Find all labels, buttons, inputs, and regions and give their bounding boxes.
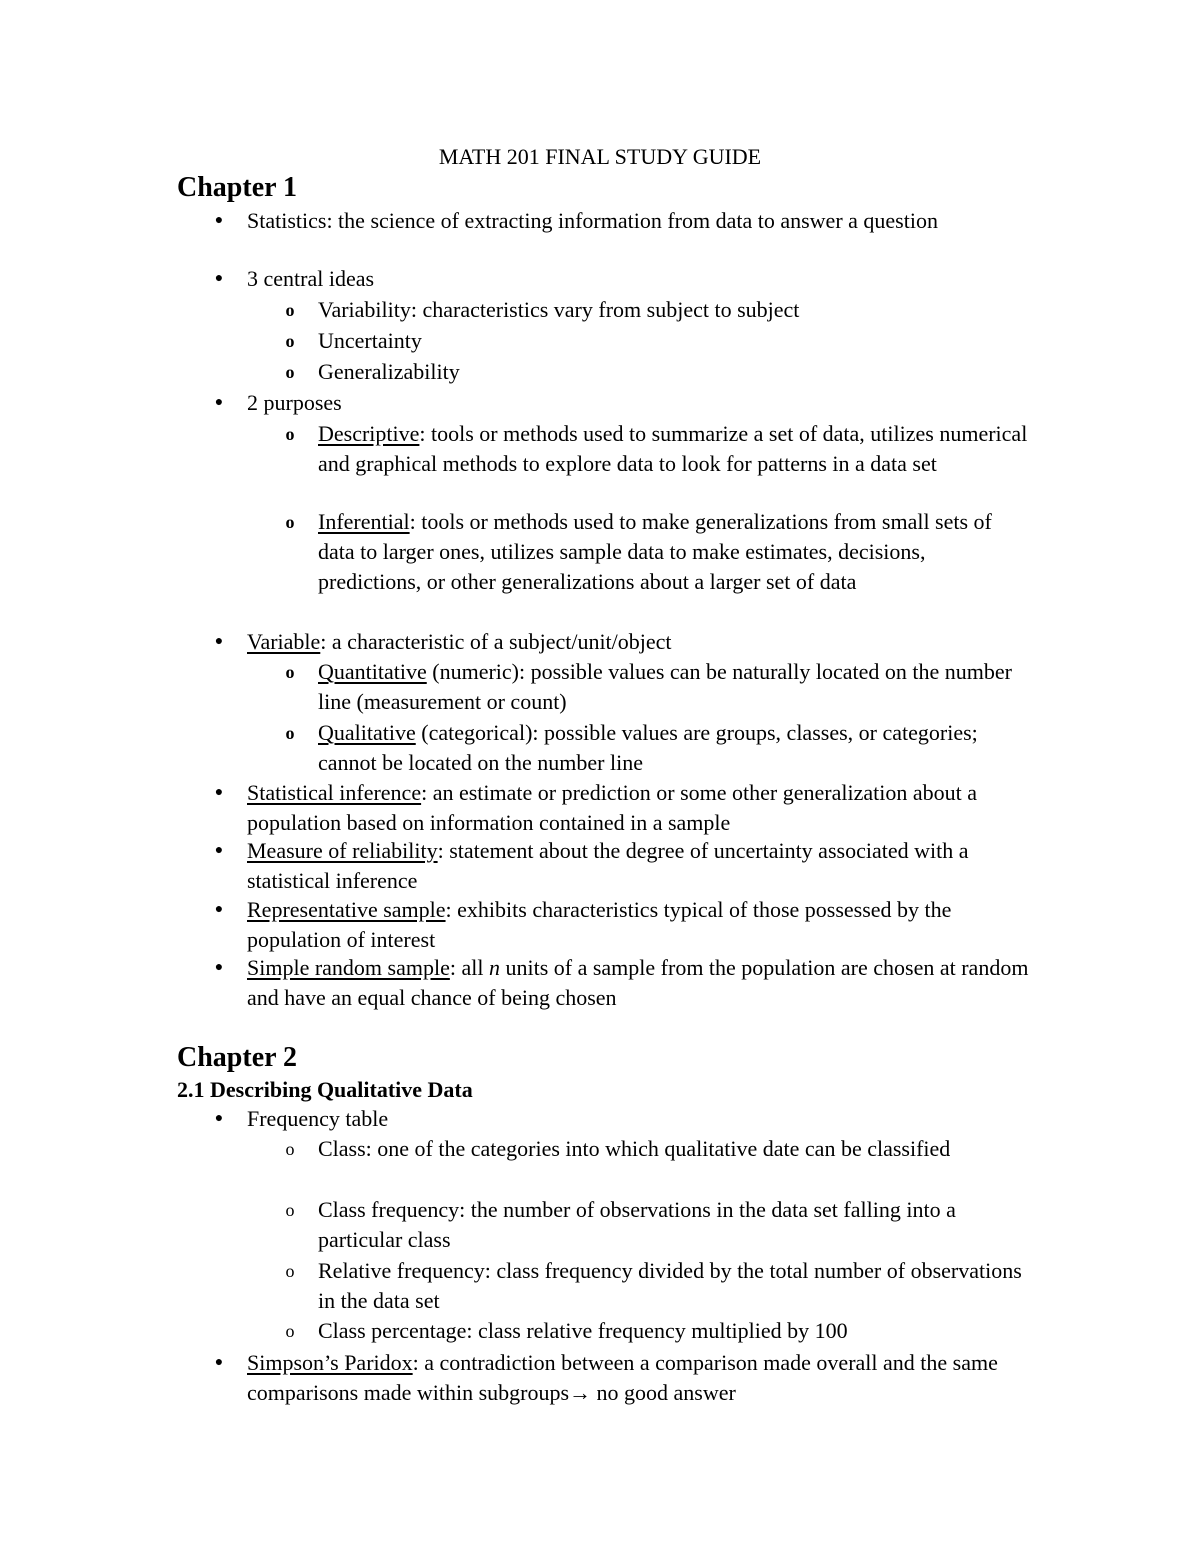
variability-text: Variability: characteristics vary from subject to subject [318,297,800,322]
list-item-purposes [214,388,1037,418]
bullet-disc-icon: ● [214,960,224,975]
central-ideas-text: 3 central ideas [247,266,375,291]
bullet-disc-icon: ● [214,1111,224,1126]
bullet-circle-icon: o [285,424,295,444]
list-item-inferential [285,507,1033,597]
inferential-term: Inferential [318,509,410,534]
bullet-circle-icon: o [285,723,295,743]
statistical-inference-term: Statistical inference [247,780,422,805]
bullet-disc-icon: ● [214,843,224,858]
list-item-variable [214,627,1037,657]
list-item-representative-sample [214,895,1037,955]
simple-random-sample-term: Simple random sample [247,955,450,980]
list-item-statistical-inference [214,778,1037,838]
bullet-disc-icon: ● [214,1355,224,1370]
simpsons-paradox-conclusion: no good answer [591,1380,736,1405]
simple-random-sample-definition-end: units of a sample from the population are chosen at random and have an equal chance of being chosen [247,955,1029,1010]
purposes-text: 2 purposes [247,390,342,415]
list-item-class [285,1134,1033,1164]
descriptive-term: Descriptive [318,421,420,446]
list-item-descriptive [285,419,1033,479]
qualitative-definition: (categorical): possible values are groups, classes, or categories; cannot be located on the number line [318,720,978,775]
list-item-statistics [214,206,1037,236]
right-arrow-icon: → [569,1380,592,1405]
variable-definition: : a characteristic of a subject/unit/object [320,629,672,654]
quantitative-definition: (numeric): possible values can be naturally located on the number line (measurement or count) [318,659,1012,714]
qualitative-term: Qualitative [318,720,416,745]
relative-frequency-text: Relative frequency: class frequency divided by the total number of observations in the data set [318,1258,1022,1313]
bullet-circle-icon: o [285,300,295,320]
representative-sample-term: Representative sample [247,897,446,922]
bullet-circle-icon: o [285,362,295,382]
simpsons-paradox-definition: : a contradiction between a comparison made overall and the same comparisons made within subgroups [247,1350,998,1405]
uncertainty-text: Uncertainty [318,328,422,353]
bullet-disc-icon: ● [214,271,224,286]
class-text: Class: one of the categories into which qualitative date can be classified [318,1136,951,1161]
list-item-relative-frequency [285,1256,1033,1316]
sample-size-symbol: n [488,955,500,980]
bullet-circle-icon: o [285,1139,295,1159]
section-2-1-heading: 2.1 Describing Qualitative Data [177,1077,473,1102]
class-percentage-text: Class percentage: class relative frequency multiplied by 100 [318,1318,848,1343]
list-item-class-percentage [285,1316,1033,1346]
variable-term: Variable [247,629,321,654]
list-item-central-ideas [214,264,1037,294]
list-item-quantitative [285,657,1033,717]
bullet-disc-icon: ● [214,785,224,800]
bullet-disc-icon: ● [214,634,224,649]
list-item-variability [285,295,1033,325]
list-item-class-frequency [285,1195,1033,1255]
list-item-simpsons-paradox [214,1348,1037,1408]
bullet-disc-icon: ● [214,213,224,228]
bullet-disc-icon: ● [214,902,224,917]
list-item-frequency-table [214,1104,1037,1134]
statistics-text: Statistics: the science of extracting information from data to answer a question [247,208,938,233]
statistical-inference-definition: : an estimate or prediction or some other generalization about a population based on information contained in a sample [247,780,978,835]
generalizability-text: Generalizability [318,359,460,384]
representative-sample-definition: : exhibits characteristics typical of those possessed by the population of interest [247,897,952,952]
bullet-disc-icon: ● [214,395,224,410]
chapter-1-heading: Chapter 1 [177,172,298,203]
document-title: MATH 201 FINAL STUDY GUIDE [438,144,762,169]
descriptive-definition: : tools or methods used to summarize a set of data, utilizes numerical and graphical methods to explore data to look for patterns in a data set [318,421,1028,476]
inferential-definition: : tools or methods used to make generalizations from small sets of data to larger ones, utilizes sample data to make estimates, decisions, predictions, or other generalizations about a larger set of data [318,509,992,594]
bullet-circle-icon: o [285,662,295,682]
frequency-table-text: Frequency table [247,1106,389,1131]
chapter-2-heading: Chapter 2 [177,1042,298,1073]
list-item-uncertainty [285,326,1033,356]
bullet-circle-icon: o [285,1200,295,1220]
bullet-circle-icon: o [285,331,295,351]
list-item-measure-of-reliability [214,836,1037,896]
measure-of-reliability-term: Measure of reliability [247,838,438,863]
measure-of-reliability-definition: : statement about the degree of uncertainty associated with a statistical inference [247,838,969,893]
simple-random-sample-definition-start: : all [449,955,489,980]
list-item-qualitative [285,718,1033,778]
list-item-generalizability [285,357,1033,387]
bullet-circle-icon: o [285,1321,295,1341]
quantitative-term: Quantitative [318,659,427,684]
list-item-simple-random-sample [214,953,1037,1013]
bullet-circle-icon: o [285,512,295,532]
class-frequency-text: Class frequency: the number of observations in the data set falling into a particular class [318,1197,956,1252]
simpsons-paradox-term: Simpson’s Paridox [247,1350,413,1375]
bullet-circle-icon: o [285,1261,295,1281]
